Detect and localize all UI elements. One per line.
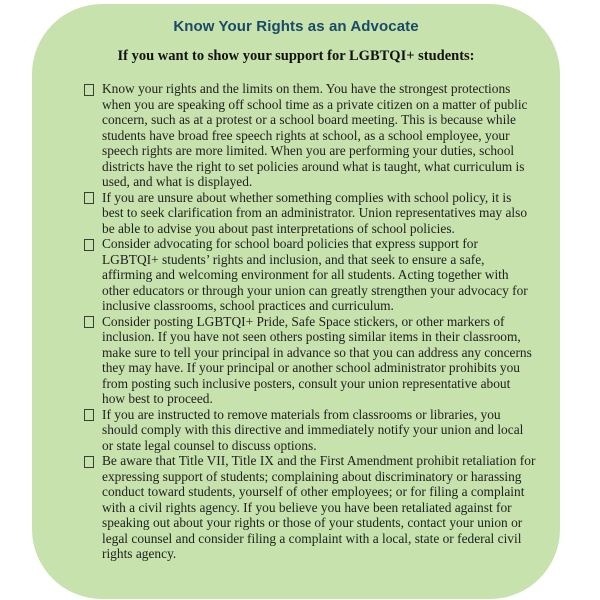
empty-checkbox-icon [84,84,94,96]
list-item [84,314,536,407]
bullet-text: Know your rights and the limits on them. You have the strongest protections when you are speaking off school time as a private citizen on a matter of public concern, such as at a protest or a school board meeting. This is because while students have broad free speech rights at school, as a school employee, your speech rights are more limited. When you are performing your duties, school districts have the right to set policies around what is taught, what curriculum is used, and what is displayed. [102,81,528,189]
flyer-panel [32,4,560,599]
list-item [84,407,536,454]
empty-checkbox-icon [84,409,94,421]
page-title: Know Your Rights as an Advocate [173,18,419,35]
bullet-text: Consider advocating for school board policies that express support for LGBTQI+ students’ rights and inclusion, and that seek to ensure a safe, affirming and welcoming environment for all students. Acting together with other educators or through your union can greatly strengthen your advocacy for inclusive classrooms, school practices and curriculum. [102,236,528,313]
list-item [84,236,536,314]
empty-checkbox-icon [84,239,94,251]
empty-checkbox-icon [84,316,94,328]
bullet-text: If you are unsure about whether something complies with school policy, it is best to seek clarification from an administrator. Union representatives may also be able to advise you about past interpretations of school policies. [102,189,528,236]
bullet-text: If you are instructed to remove materials from classrooms or libraries, you should comply with this directive and immediately notify your union and local or state legal counsel to discuss options. [102,406,524,453]
subtitle: If you want to show your support for LGBTQI+ students: [117,48,475,64]
list-item [84,190,536,237]
empty-checkbox-icon [84,192,94,204]
bullet-list [32,81,560,562]
list-item [84,81,536,190]
list-item [84,453,536,562]
bullet-text: Be aware that Title VII, Title IX and the First Amendment prohibit retaliation for expressing support of students; complaining about discriminatory or harassing conduct toward students, yourself of other employees; or for filing a complaint with a civil rights agency. If you believe you have been retaliated against for speaking out about your rights or those of your students, contact your union or legal counsel and consider filing a complaint with a local, state or federal civil rights agency. [102,453,536,561]
empty-checkbox-icon [84,456,94,468]
bullet-text: Consider posting LGBTQI+ Pride, Safe Space stickers, or other markers of inclusion. If you have not seen others posting similar items in their classroom, make sure to tell your principal in advance so that you can address any concerns they may have. If your principal or another school administrator prohibits you from posting such inclusive posters, consult your union representative about how best to proceed. [102,313,532,406]
